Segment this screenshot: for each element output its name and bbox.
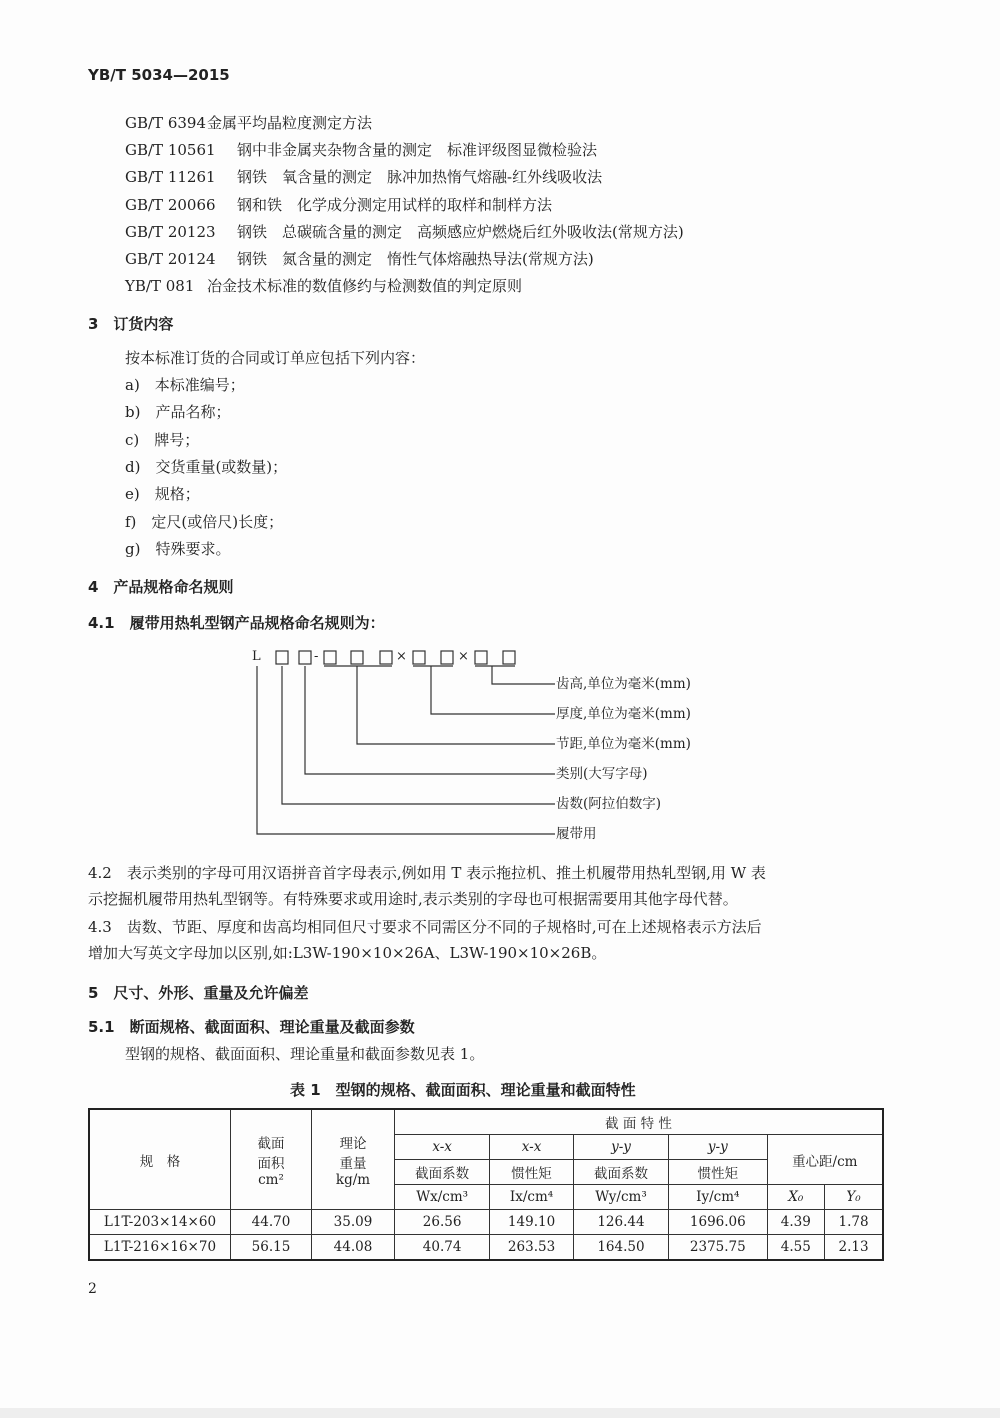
reference-code: GB/T 6394: [125, 114, 207, 132]
section-4-heading: 4 产品规格命名规则: [88, 578, 234, 596]
order-item: f) 定尺(或倍尺)长度；: [125, 512, 284, 531]
table-cell: 44.08: [312, 1235, 395, 1261]
diagram-times: ×: [458, 649, 469, 664]
diagram-prefix: L: [252, 649, 261, 664]
section-properties-table: [88, 1108, 884, 1261]
axis: x-x: [395, 1135, 490, 1160]
section-4-2-line1: 4.2 表示类别的字母可用汉语拼音首字母表示,例如用 T 表示拖拉机、推土机履带用热轧型钢,用 W 表: [88, 864, 766, 882]
table-cell: 1.78: [825, 1210, 883, 1235]
reference-code: GB/T 20066: [125, 195, 216, 214]
reference-code: GB/T 20123: [125, 222, 216, 241]
reference-code: GB/T 10561: [125, 141, 216, 160]
table-cell: L1T-216×16×70: [89, 1235, 231, 1261]
order-item: b) 产品名称；: [125, 403, 231, 422]
section-4-1: 4.1 履带用热轧型钢产品规格命名规则为：: [88, 614, 385, 632]
reference-title: 钢铁 氮含量的测定 惰性气体熔融热导法(常规方法): [237, 250, 594, 268]
unit: Wx/cm³: [395, 1185, 490, 1210]
reference-title: 钢铁 氧含量的测定 脉冲加热惰气熔融-红外线吸收法: [237, 168, 603, 187]
section-5-heading: 5 尺寸、外形、重量及允许偏差: [88, 984, 309, 1002]
reference-title: 冶金技术标准的数值修约与检测数值的判定原则: [207, 277, 523, 296]
page-bottom-edge: [0, 1408, 1000, 1418]
reference-title: 金属平均晶粒度测定方法: [207, 114, 373, 132]
table-cell: 40.74: [395, 1235, 490, 1261]
cg-y: Y₀: [825, 1185, 883, 1210]
table-cell: 4.39: [767, 1210, 824, 1235]
diagram-dash: -: [314, 649, 319, 664]
table-cell: 56.15: [231, 1235, 312, 1261]
diagram-times: ×: [396, 649, 407, 664]
page-number: 2: [88, 1281, 97, 1297]
table-cell: 263.53: [490, 1235, 574, 1261]
order-item: d) 交货重量(或数量)；: [125, 457, 288, 476]
section-4-3-line2: 增加大写英文字母加以区别,如:L3W-190×10×26A、L3W-190×10×26B。: [88, 944, 607, 962]
table-cell: 1696.06: [669, 1210, 767, 1235]
axis: x-x: [490, 1135, 574, 1160]
table-cell: 2375.75: [669, 1235, 767, 1261]
reference-title: 钢铁 总碳硫含量的测定 高频感应炉燃烧后红外吸收法(常规方法): [237, 222, 684, 241]
unit: Iy/cm⁴: [669, 1185, 767, 1210]
table-cell: 4.55: [767, 1235, 824, 1261]
diagram-label: 齿数(阿拉伯数字): [556, 796, 662, 812]
reference-title: 钢中非金属夹杂物含量的测定 标准评级图显微检验法: [237, 141, 598, 160]
unit: Ix/cm⁴: [490, 1185, 574, 1210]
table-title: 表 1 型钢的规格、截面面积、理论重量和截面特性: [290, 1081, 636, 1099]
diagram-label: 节距,单位为毫米(mm): [556, 736, 691, 752]
prop: 截面系数: [573, 1160, 668, 1185]
section-3-intro: 按本标准订货的合同或订单应包括下列内容：: [125, 349, 426, 367]
section-4-3-line1: 4.3 齿数、节距、厚度和齿高均相同但尺寸要求不同需区分不同的子规格时,可在上述规格表示方法后: [88, 918, 762, 936]
table-row: [89, 1210, 883, 1235]
table-cell: 26.56: [395, 1210, 490, 1235]
header-weight: 理论 重量 kg/m: [312, 1109, 395, 1210]
diagram-label: 齿高,单位为毫米(mm): [556, 676, 691, 692]
table-cell: 164.50: [573, 1235, 668, 1261]
unit: Wy/cm³: [573, 1185, 668, 1210]
table-cell: 44.70: [231, 1210, 312, 1235]
table-cell: 35.09: [312, 1210, 395, 1235]
header-spec: 规 格: [89, 1109, 231, 1210]
reference-title: 钢和铁 化学成分测定用试样的取样和制样方法: [237, 195, 553, 214]
order-item: c) 牌号；: [125, 430, 200, 449]
axis: y-y: [573, 1135, 668, 1160]
section-4-2-line2: 示挖掘机履带用热轧型钢等。有特殊要求或用途时,表示类别的字母也可根据需要用其他字母代替。: [88, 890, 738, 908]
section-5-1: 5.1 断面规格、截面面积、理论重量及截面参数: [88, 1018, 415, 1036]
section-5-1-text: 型钢的规格、截面面积、理论重量和截面参数见表 1。: [125, 1045, 485, 1063]
order-item: a) 本标准编号；: [125, 376, 245, 394]
section-3-heading: 3 订货内容: [88, 315, 174, 333]
header-cg: 重心距/cm: [767, 1135, 883, 1185]
table-cell: 2.13: [825, 1235, 883, 1261]
standard-header: YB/T 5034—2015: [88, 66, 230, 84]
axis: y-y: [669, 1135, 767, 1160]
header-props: 截 面 特 性: [395, 1109, 884, 1135]
reference-code: YB/T 081: [125, 277, 195, 296]
order-item: g) 特殊要求。: [125, 539, 231, 558]
table-cell: 126.44: [573, 1210, 668, 1235]
reference-code: GB/T 11261: [125, 168, 216, 187]
reference-code: GB/T 20124: [125, 250, 216, 268]
diagram-label: 履带用: [556, 826, 597, 842]
cg-x: X₀: [767, 1185, 824, 1210]
table-row: [89, 1235, 883, 1261]
header-area: 截面 面积 cm²: [231, 1109, 312, 1210]
table-cell: L1T-203×14×60: [89, 1210, 231, 1235]
diagram-label: 类别(大写字母): [556, 766, 648, 782]
prop: 惯性矩: [490, 1160, 574, 1185]
diagram-label: 厚度,单位为毫米(mm): [556, 706, 691, 722]
table-cell: 149.10: [490, 1210, 574, 1235]
prop: 截面系数: [395, 1160, 490, 1185]
order-item: e) 规格；: [125, 485, 200, 504]
prop: 惯性矩: [669, 1160, 767, 1185]
